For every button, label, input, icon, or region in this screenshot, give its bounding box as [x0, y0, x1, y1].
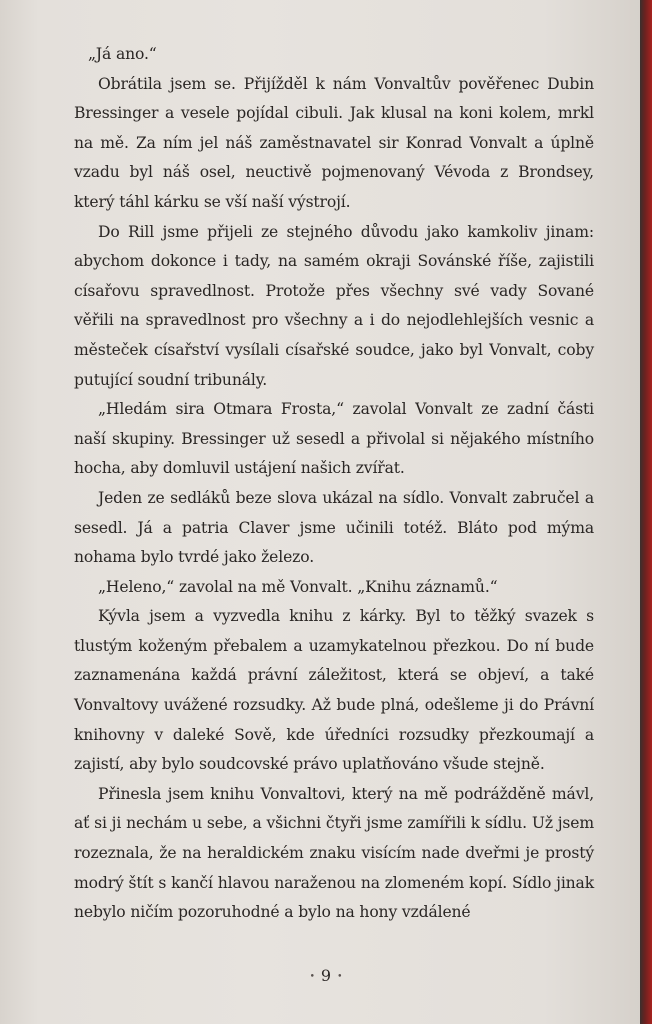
- paragraph: Jeden ze sedláků beze slova ukázal na sídlo. Vonvalt zabručel a sesedl. Já a patria Claver jsme učinili totéž. Bláto pod mýma nohama bylo tvrdé jako železo.: [74, 488, 594, 567]
- paragraph: „Hledám sira Otmara Frosta,“ zavolal Vonvalt ze zadní části naší skupiny. Bressinger už sesedl a přivolal si nějakého místního hocha, aby domluvil ustájení našich zvířat.: [74, 400, 594, 478]
- ornament-dot-icon: •: [309, 971, 315, 982]
- paragraph: Obrátila jsem se. Přijížděl k nám Vonvaltův pověřenec Dubin Bressinger a vesele pojídal cibuli. Jak klusal na koni kolem, mrkl na mě. Za ním jel náš zaměstnavatel sir Konrad Vonvalt a úplně vzadu byl náš osel, neuctivě pojmenovaný Vévoda z Brondsey, který táhl kárku se vší naší výstrojí.: [74, 74, 594, 211]
- page-number-value: 9: [320, 966, 332, 985]
- paragraph: „Já ano.“: [88, 45, 157, 63]
- paragraph: Do Rill jsme přijeli ze stejného důvodu jako kamkoliv jinam: abychom dokonce i tady, na samém okraji Sovánské říše, zajistili císařovu spravedlnost. Protože přes všechny své vady Sované věřili na spravedlnost pro všechny a i do nejodlehlejších vesnic a městeček císařství vysílali císařské soudce, jako byl Vonvalt, coby putující soudní tribunály.: [74, 222, 594, 389]
- page-number: [0, 966, 652, 985]
- paragraph: Přinesla jsem knihu Vonvaltovi, který na mě podrážděně mávl, ať si ji nechám u sebe, a všichni čtyři jsme zamířili k sídlu. Už jsem rozeznala, že na heraldickém znaku visícím nade dveřmi je prostý modrý štít s kančí hlavou naraženou na zlomeném kopí. Sídlo jinak nebylo ničím pozoruhodné a bylo na hony vzdálené: [74, 784, 594, 922]
- paragraph: Kývla jsem a vyzvedla knihu z kárky. Byl to těžký svazek s tlustým koženým přebalem a uzamykatelnou přezkou. Do ní bude zaznamenána každá právní záležitost, která se objeví, a také Vonvaltovy uvážené rozsudky. Až bude plná, odešleme ji do Právní knihovny v daleké Sově, kde úředníci rozsudky přezkoumají a zajistí, aby bylo soudcovské právo uplatňováno všude stejně.: [74, 607, 594, 774]
- body-text: [74, 40, 594, 928]
- paragraph: „Heleno,“ zavolal na mě Vonvalt. „Knihu záznamů.“: [98, 577, 498, 596]
- ornament-dot-icon: •: [337, 971, 343, 982]
- book-edge: [640, 0, 652, 1024]
